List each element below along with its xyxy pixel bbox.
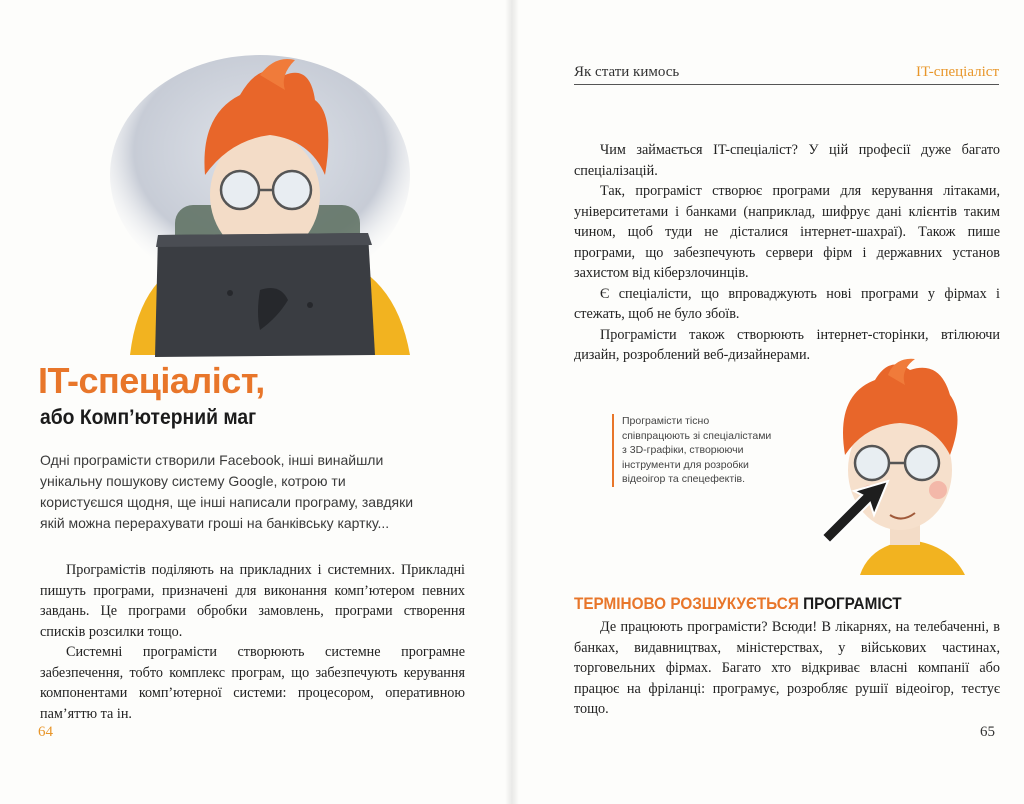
article-title: IT-спеціаліст,: [38, 360, 265, 401]
body-paragraph: Чим займається IT-спеціаліст? У цій професії дуже багато спеціалізацій.: [574, 142, 1000, 179]
side-note: Програмісти тісно співпрацюють зі спеціалістами з 3D-графіки, створюючи інструменти для розробки відеоігор та спецефектів.: [612, 414, 772, 487]
left-body-text: [40, 560, 465, 724]
page-number-right: 65: [980, 724, 995, 740]
page-number-left: 64: [38, 724, 53, 740]
programmer-with-laptop-illustration: [110, 55, 420, 360]
body-paragraph: Системні програмісти створюють системне програмне забезпечення, тобто комплекс програм, що забезпечують керування компонентами комп’ютерної системи: процесором, оперативною пам’яттю та ін.: [40, 644, 465, 722]
running-header-book-title: Як стати кимось: [574, 64, 680, 80]
section-body-text: [574, 617, 1000, 720]
body-paragraph: Є спеціалісти, що впроваджують нові програми у фірмах і стежать, щоб не було збоїв.: [574, 285, 1000, 322]
section-heading: [574, 594, 902, 614]
programmer-with-cursor-illustration: [800, 355, 965, 575]
section-heading-word: ПРОГРАМІСТ: [803, 594, 902, 613]
right-body-text: [574, 140, 1000, 366]
running-header-chapter: IT-спеціаліст: [916, 64, 999, 80]
body-paragraph: Програмісти також створюють інтернет-сторінки, втілюючи дизайн, розроблений веб-дизайнерами.: [574, 326, 1000, 363]
body-paragraph: Програмістів поділяють на прикладних і системних. Прикладні пишуть програми, призначені для виконання комп’ютером певних завдань. Це програми обробки замовлень, програми створення списків розсилки тощо.: [40, 562, 465, 640]
running-header: [574, 62, 999, 85]
article-subtitle: або Комп’ютерний маг: [40, 406, 257, 429]
book-gutter: [505, 0, 519, 804]
body-paragraph: Де працюють програмісти? Всюди! В лікарнях, на телебаченні, в банках, видавництвах, міністерствах, у військових частинах, торговельних фірмах. Багато хто відкриває власні компанії або працює на фріланці: програмує, розробляє рушії відеоігор, тестує тощо.: [574, 619, 1000, 717]
intro-paragraph: Одні програмісти створили Facebook, інші винайшли унікальну пошукову систему Google, котрою ти користуєшся щодня, ще інші написали програму, завдяки якій можна перерахувати гроші на банківську картку...: [40, 452, 414, 531]
body-paragraph: Так, програміст створює програми для керування літаками, університетами і банками (наприклад, шифрує дані клієнтів таким чином, щоб туди не дісталися інтернет-шахраї). Також пише програми, що забезпечують сервери фірм і державних установ захистом від кіберзлочинців.: [574, 183, 1000, 281]
section-heading-highlight: ТЕРМІНОВО РОЗШУКУЄТЬСЯ: [574, 594, 799, 613]
